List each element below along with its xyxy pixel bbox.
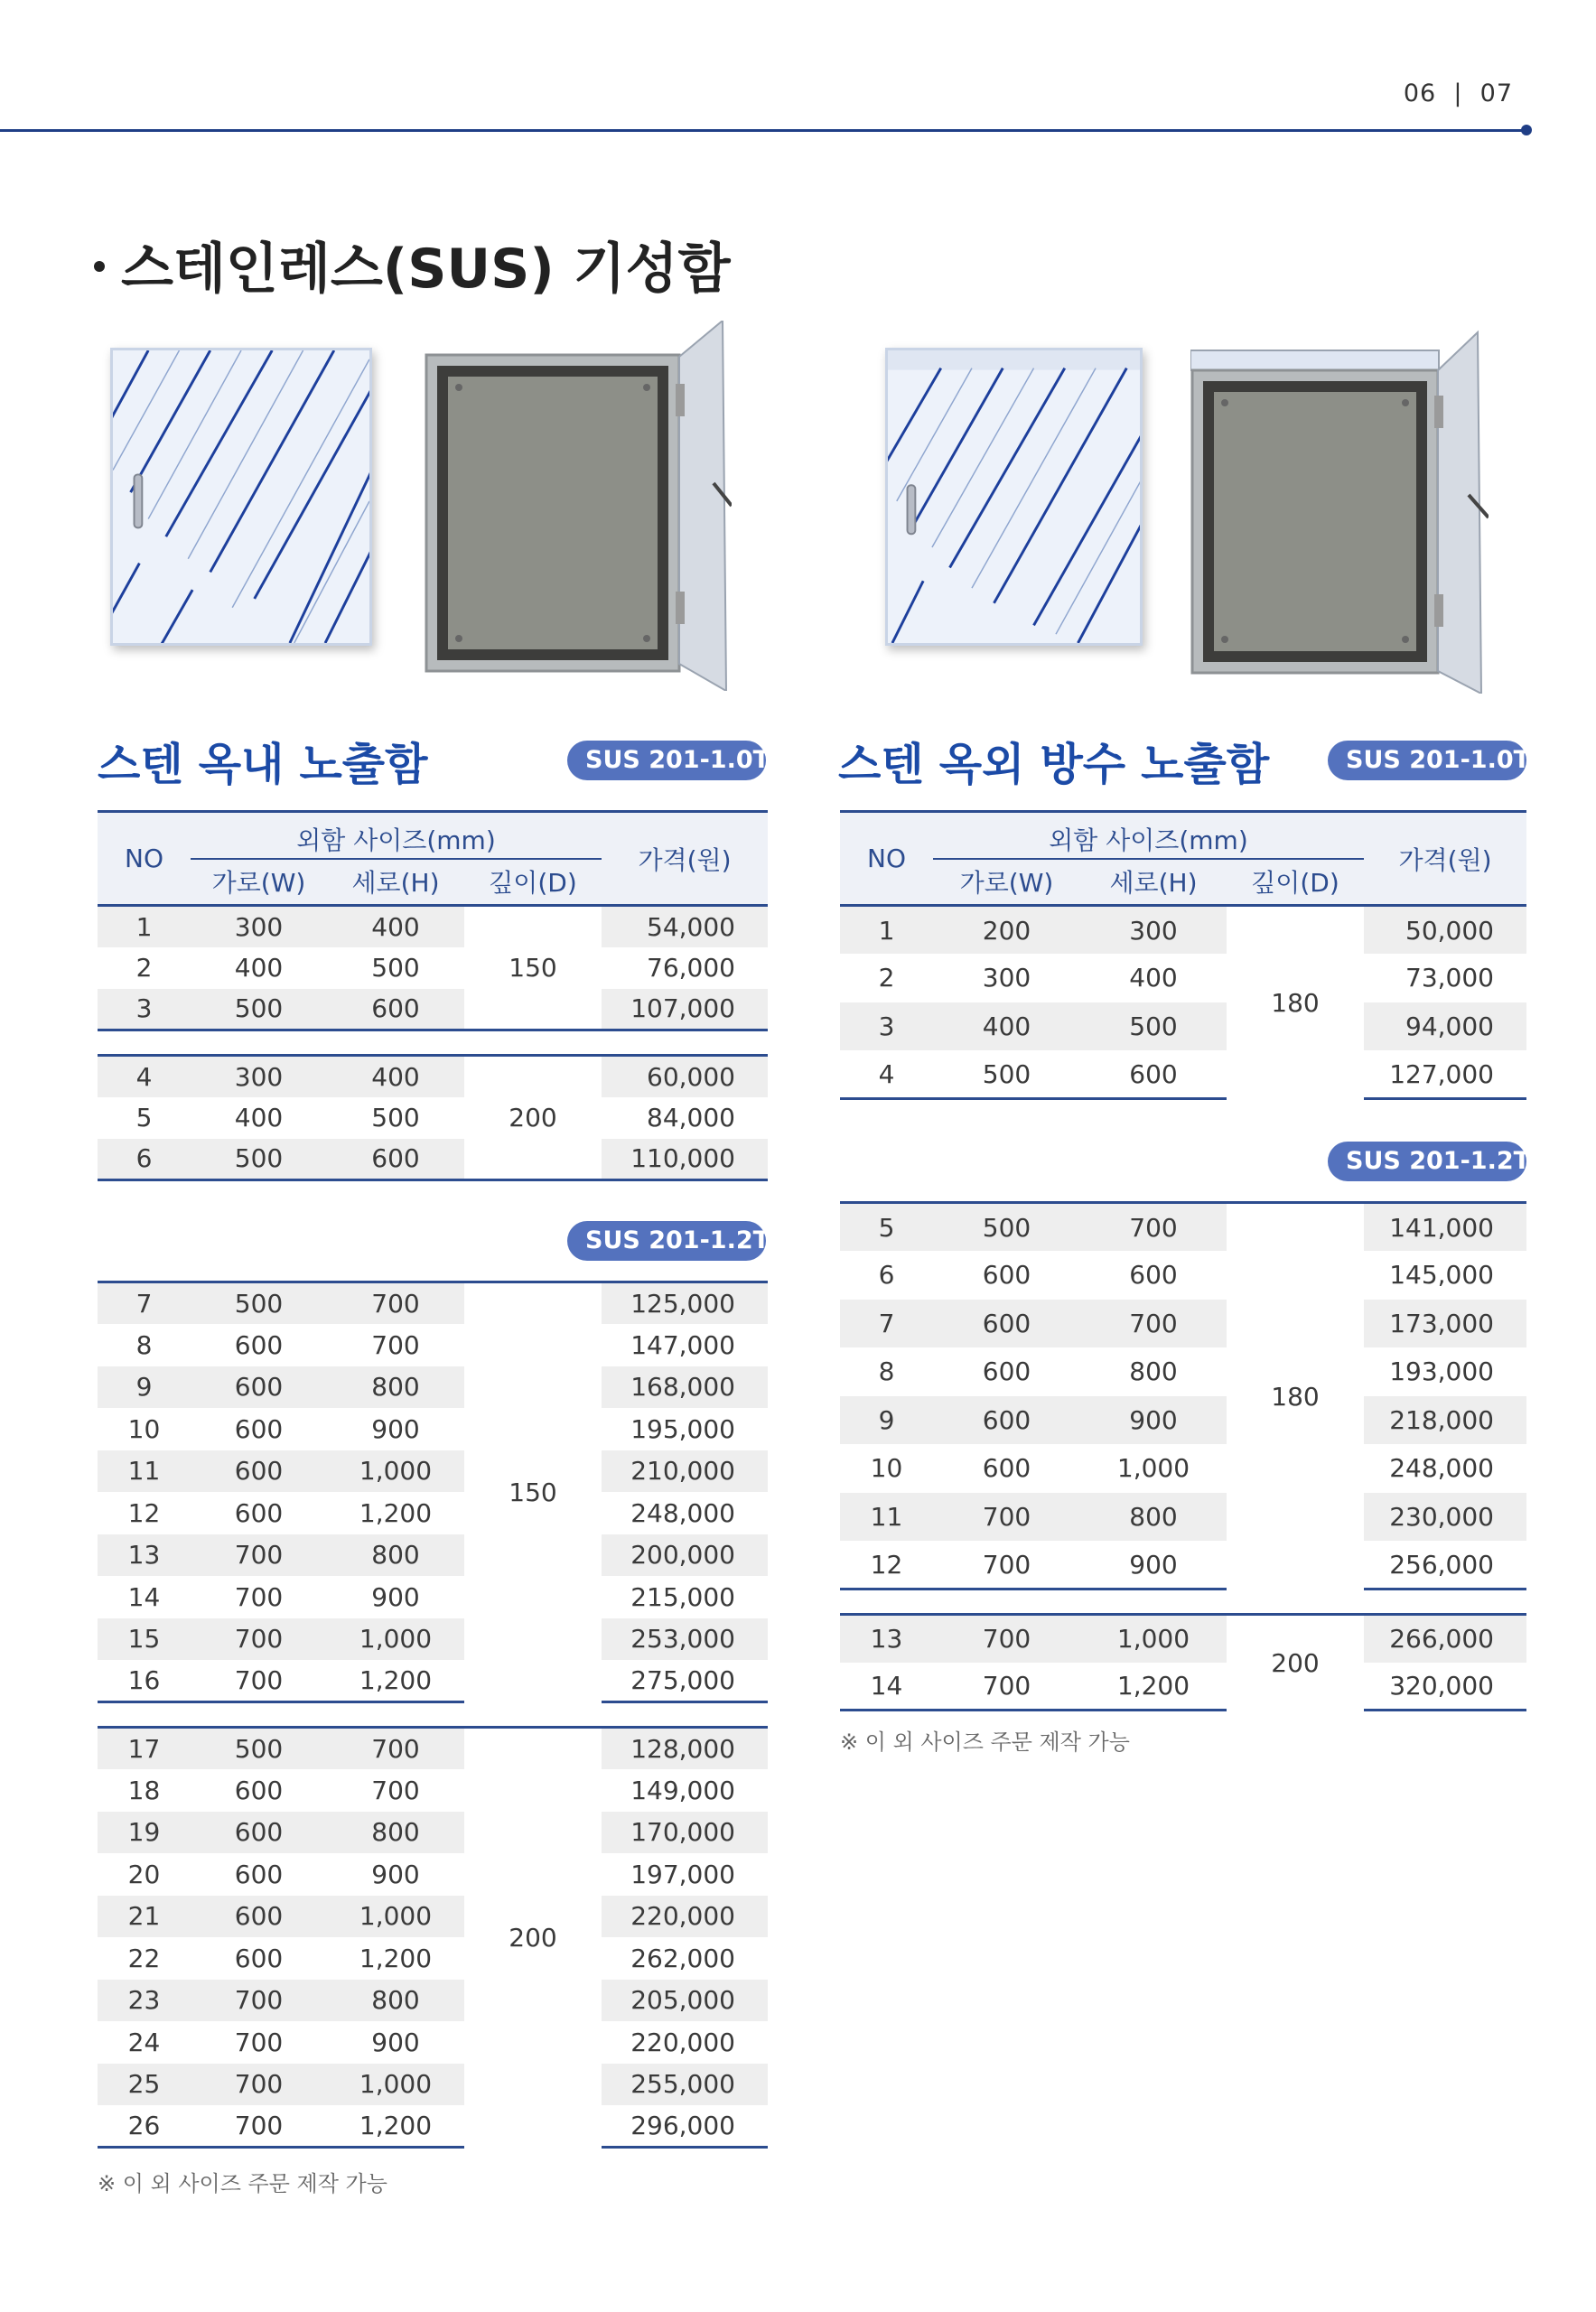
cell-height: 1,000 — [327, 1896, 464, 1938]
film-pattern — [113, 350, 369, 643]
cell-height: 900 — [1080, 1396, 1227, 1445]
cell-price: 320,000 — [1364, 1663, 1526, 1711]
cell-height: 400 — [327, 906, 464, 947]
cell-price: 145,000 — [1389, 1260, 1494, 1291]
cell-no: 20 — [127, 1859, 161, 1889]
cell-height: 400 — [327, 1056, 464, 1097]
cell-price: 275,000 — [602, 1660, 768, 1702]
cell-width: 600 — [234, 1859, 284, 1889]
cell-height: 1,000 — [1116, 1453, 1190, 1484]
cell-price: 195,000 — [630, 1413, 735, 1444]
cell-width: 400 — [234, 953, 284, 983]
cell-no: 9 — [98, 1366, 191, 1409]
col-width: 가로(W) — [191, 859, 327, 906]
cell-width: 600 — [191, 1366, 327, 1409]
indoor-title: 스텐 옥내 노출함 — [98, 739, 428, 790]
cell-height: 800 — [327, 1366, 464, 1409]
table-row — [98, 1576, 768, 1618]
cell-depth: 150 — [464, 1282, 602, 1702]
table-row — [98, 1056, 768, 1097]
cell-no: 6 — [878, 1260, 895, 1291]
outdoor-note: ※ 이 외 사이즈 주문 제작 가능 — [840, 1729, 1130, 1755]
cell-height: 1,200 — [327, 2105, 464, 2148]
table-row — [840, 906, 1526, 955]
section-title — [94, 226, 731, 303]
cell-height: 1,000 — [327, 1450, 464, 1493]
cell-height: 1,200 — [359, 1943, 433, 1973]
cell-price: 220,000 — [602, 1896, 768, 1938]
cell-width: 500 — [191, 1139, 327, 1180]
outdoor-badge-1-0t: SUS 201-1.0T — [1328, 741, 1526, 780]
cell-no: 7 — [98, 1282, 191, 1325]
cell-width: 600 — [982, 1356, 1031, 1387]
cell-no: 2 — [135, 953, 153, 983]
cell-price: 197,000 — [630, 1859, 735, 1889]
cell-height: 500 — [1080, 1002, 1227, 1051]
cell-width: 500 — [191, 1282, 327, 1325]
cell-price: 149,000 — [630, 1775, 735, 1805]
cell-no: 18 — [127, 1775, 161, 1805]
cell-height: 900 — [1080, 1541, 1227, 1590]
cell-height: 600 — [327, 989, 464, 1030]
table-row — [98, 1450, 768, 1493]
col-no: NO — [840, 812, 933, 906]
cell-width: 500 — [933, 1203, 1080, 1252]
cell-price: 230,000 — [1364, 1493, 1526, 1542]
cell-price: 141,000 — [1364, 1203, 1526, 1252]
cell-price: 205,000 — [602, 1980, 768, 2022]
cell-height: 700 — [1080, 1300, 1227, 1348]
col-no: NO — [98, 812, 191, 906]
table-row — [840, 1444, 1526, 1493]
cell-no: 10 — [870, 1453, 903, 1484]
table-row — [840, 1541, 1526, 1590]
cell-width: 200 — [933, 906, 1080, 955]
cell-height: 900 — [371, 1859, 420, 1889]
cell-width: 400 — [234, 1103, 284, 1133]
col-outer-size: 외함 사이즈(mm) — [933, 812, 1364, 859]
cell-no: 12 — [840, 1541, 933, 1590]
cell-price: 73,000 — [1405, 963, 1494, 993]
cell-no: 8 — [878, 1356, 895, 1387]
cell-no: 3 — [840, 1002, 933, 1051]
cell-width: 500 — [933, 1050, 1080, 1099]
cell-no: 22 — [127, 1943, 161, 1973]
cell-height: 800 — [1080, 1493, 1227, 1542]
table-row — [840, 1493, 1526, 1542]
cell-width: 700 — [191, 1980, 327, 2022]
cell-no: 19 — [98, 1812, 191, 1854]
cell-no: 26 — [98, 2105, 191, 2148]
cell-height: 700 — [327, 1728, 464, 1770]
cell-height: 600 — [327, 1139, 464, 1180]
cell-no: 11 — [840, 1493, 933, 1542]
cell-height: 700 — [327, 1282, 464, 1325]
table-row — [98, 947, 768, 989]
cell-width: 700 — [191, 1618, 327, 1661]
cell-height: 800 — [327, 1812, 464, 1854]
cell-depth: 180 — [1271, 987, 1320, 1018]
indoor-note: ※ 이 외 사이즈 주문 제작 가능 — [98, 2171, 387, 2196]
cell-width: 600 — [234, 1413, 284, 1444]
cell-no: 13 — [840, 1615, 933, 1663]
cell-price: 200,000 — [602, 1534, 768, 1577]
indoor-box-closed-photo — [110, 348, 372, 646]
cell-price: 215,000 — [630, 1581, 735, 1612]
cell-price: 218,000 — [1364, 1396, 1526, 1445]
cell-price: 60,000 — [602, 1056, 768, 1097]
cell-no: 21 — [98, 1896, 191, 1938]
indoor-badge-1-2t: SUS 201-1.2T — [567, 1221, 766, 1261]
top-rule — [0, 129, 1526, 132]
cell-price: 173,000 — [1364, 1300, 1526, 1348]
cell-no: 9 — [840, 1396, 933, 1445]
cell-height: 800 — [1129, 1356, 1178, 1387]
table-row — [98, 1853, 768, 1896]
cell-no: 14 — [127, 1581, 161, 1612]
cell-depth: 180 — [1227, 1203, 1364, 1590]
cell-depth: 200 — [464, 1056, 602, 1180]
table-row — [840, 1396, 1526, 1445]
table-row — [98, 1492, 768, 1534]
cell-width: 700 — [234, 1581, 284, 1612]
cell-width: 700 — [933, 1493, 1080, 1542]
table-row — [98, 1324, 768, 1366]
outdoor-box-open-photo — [1190, 323, 1489, 694]
table-row — [98, 1408, 768, 1450]
cell-width: 600 — [191, 1896, 327, 1938]
table-row — [98, 1097, 768, 1139]
table-row — [840, 1203, 1526, 1252]
cell-depth: 200 — [464, 1728, 602, 2148]
cell-height: 1,000 — [327, 2064, 464, 2106]
cell-width: 500 — [191, 1728, 327, 1770]
cell-height: 700 — [371, 1775, 420, 1805]
cell-depth: 200 — [1227, 1615, 1364, 1711]
col-depth: 깊이(D) — [1227, 859, 1364, 906]
cell-price: 168,000 — [602, 1366, 768, 1409]
cell-height: 1,200 — [359, 1497, 433, 1528]
col-height: 세로(H) — [327, 859, 464, 906]
top-rule-dot — [1521, 125, 1532, 135]
cell-price: 125,000 — [602, 1282, 768, 1325]
table-row — [98, 2105, 768, 2148]
col-height: 세로(H) — [1080, 859, 1227, 906]
table-row — [98, 1937, 768, 1980]
cell-price: 220,000 — [630, 2027, 735, 2057]
cell-price: 210,000 — [602, 1450, 768, 1493]
cell-no: 24 — [127, 2027, 161, 2057]
table-row — [840, 1300, 1526, 1348]
cell-no: 15 — [98, 1618, 191, 1661]
cell-height: 900 — [371, 1581, 420, 1612]
col-width: 가로(W) — [933, 859, 1080, 906]
cell-price: 170,000 — [602, 1812, 768, 1854]
table-row — [840, 1251, 1526, 1300]
cell-no: 1 — [840, 906, 933, 955]
cell-height: 900 — [371, 1413, 420, 1444]
cell-price: 127,000 — [1364, 1050, 1526, 1099]
cell-price: 94,000 — [1364, 1002, 1526, 1051]
cell-no: 7 — [840, 1300, 933, 1348]
cell-height: 500 — [371, 953, 420, 983]
cell-width: 700 — [933, 1663, 1080, 1711]
cell-width: 500 — [191, 989, 327, 1030]
cell-height: 600 — [1080, 1050, 1227, 1099]
cell-width: 600 — [933, 1300, 1080, 1348]
table-row — [840, 1002, 1526, 1051]
table-row — [98, 1896, 768, 1938]
col-depth: 깊이(D) — [464, 859, 602, 906]
cell-height: 500 — [371, 1103, 420, 1133]
cell-width: 600 — [234, 1497, 284, 1528]
table-row — [98, 1139, 768, 1180]
cell-no: 2 — [878, 963, 895, 993]
col-price: 가격(원) — [602, 812, 768, 906]
cell-no: 25 — [98, 2064, 191, 2106]
cell-width: 700 — [933, 1615, 1080, 1663]
cell-height: 800 — [327, 1534, 464, 1577]
cell-no: 5 — [135, 1103, 153, 1133]
col-outer-size: 외함 사이즈(mm) — [191, 812, 602, 859]
table-row — [98, 1660, 768, 1702]
table-row — [98, 1534, 768, 1577]
outdoor-badge-1-2t: SUS 201-1.2T — [1328, 1142, 1526, 1181]
cell-width: 600 — [234, 1943, 284, 1973]
cell-height: 700 — [1080, 1203, 1227, 1252]
cell-width: 700 — [933, 1541, 1080, 1590]
indoor-badge-1-0t: SUS 201-1.0T — [567, 741, 766, 780]
cell-price: 296,000 — [602, 2105, 768, 2148]
cell-depth: 150 — [509, 953, 557, 983]
cell-no: 17 — [98, 1728, 191, 1770]
cell-no: 3 — [98, 989, 191, 1030]
indoor-table-1-2t — [98, 1281, 768, 2149]
cell-width: 700 — [191, 2064, 327, 2106]
table-row — [98, 1728, 768, 1770]
cell-price: 107,000 — [602, 989, 768, 1030]
cell-no: 23 — [98, 1980, 191, 2022]
indoor-table — [98, 810, 768, 1181]
cell-price: 84,000 — [647, 1103, 735, 1133]
cell-no: 14 — [840, 1663, 933, 1711]
cell-price: 248,000 — [1389, 1453, 1494, 1484]
cell-price: 110,000 — [602, 1139, 768, 1180]
cell-height: 800 — [327, 1980, 464, 2022]
cell-price: 248,000 — [630, 1497, 735, 1528]
cell-width: 600 — [191, 1450, 327, 1493]
cell-no: 12 — [127, 1497, 161, 1528]
cell-no: 10 — [127, 1413, 161, 1444]
cell-height: 300 — [1080, 906, 1227, 955]
cell-price: 50,000 — [1364, 906, 1526, 955]
table-row — [840, 1347, 1526, 1396]
cell-price: 256,000 — [1364, 1541, 1526, 1590]
cell-price: 54,000 — [602, 906, 768, 947]
cell-height: 900 — [371, 2027, 420, 2057]
table-row — [98, 1769, 768, 1812]
section-title-text: 스테인레스(SUS) 기성함 — [121, 238, 731, 301]
cell-height: 400 — [1129, 963, 1178, 993]
table-row — [98, 1618, 768, 1661]
cell-height: 1,200 — [1080, 1663, 1227, 1711]
cell-width: 600 — [982, 1453, 1031, 1484]
cell-no: 4 — [840, 1050, 933, 1099]
cell-width: 300 — [191, 906, 327, 947]
cell-no: 8 — [135, 1329, 153, 1360]
cell-price: 147,000 — [630, 1329, 735, 1360]
cell-width: 700 — [191, 1660, 327, 1702]
cell-height: 600 — [1129, 1260, 1178, 1291]
cell-height: 1,000 — [1080, 1615, 1227, 1663]
cell-no: 11 — [98, 1450, 191, 1493]
table-row — [840, 1663, 1526, 1711]
table-row — [840, 1050, 1526, 1099]
cell-height: 1,000 — [327, 1618, 464, 1661]
page-number: 06 | 07 — [1403, 79, 1513, 107]
cell-width: 700 — [191, 2105, 327, 2148]
cell-no: 1 — [98, 906, 191, 947]
cell-no: 13 — [98, 1534, 191, 1577]
table-row — [98, 1812, 768, 1854]
cell-width: 700 — [234, 2027, 284, 2057]
cell-no: 6 — [98, 1139, 191, 1180]
table-row — [840, 1615, 1526, 1663]
cell-price: 266,000 — [1364, 1615, 1526, 1663]
bullet-icon — [94, 261, 105, 272]
cell-no: 16 — [98, 1660, 191, 1702]
cell-width: 600 — [234, 1329, 284, 1360]
table-row — [98, 1366, 768, 1409]
cell-width: 300 — [982, 963, 1031, 993]
cell-height: 1,200 — [327, 1660, 464, 1702]
cell-price: 262,000 — [630, 1943, 735, 1973]
table-row — [98, 2064, 768, 2106]
cell-price: 128,000 — [602, 1728, 768, 1770]
outdoor-box-closed-photo — [885, 348, 1143, 646]
cell-width: 600 — [982, 1260, 1031, 1291]
cell-width: 600 — [234, 1775, 284, 1805]
cell-width: 400 — [933, 1002, 1080, 1051]
cell-width: 700 — [191, 1534, 327, 1577]
indoor-box-open-photo — [425, 321, 732, 691]
outdoor-title: 스텐 옥외 방수 노출함 — [838, 739, 1270, 790]
table-row — [98, 906, 768, 947]
cell-no: 4 — [98, 1056, 191, 1097]
cell-height: 700 — [371, 1329, 420, 1360]
cell-price: 193,000 — [1389, 1356, 1494, 1387]
cell-price: 253,000 — [602, 1618, 768, 1661]
table-row — [98, 2021, 768, 2064]
col-price: 가격(원) — [1364, 812, 1526, 906]
cell-no: 5 — [840, 1203, 933, 1252]
cell-width: 600 — [191, 1812, 327, 1854]
cell-price: 76,000 — [647, 953, 735, 983]
table-row — [98, 1980, 768, 2022]
table-row — [98, 1282, 768, 1325]
cell-width: 300 — [191, 1056, 327, 1097]
cell-width: 600 — [933, 1396, 1080, 1445]
table-row — [840, 954, 1526, 1002]
outdoor-table — [840, 810, 1526, 1100]
table-row — [98, 989, 768, 1030]
cell-price: 255,000 — [602, 2064, 768, 2106]
outdoor-table-1-2t — [840, 1201, 1526, 1711]
